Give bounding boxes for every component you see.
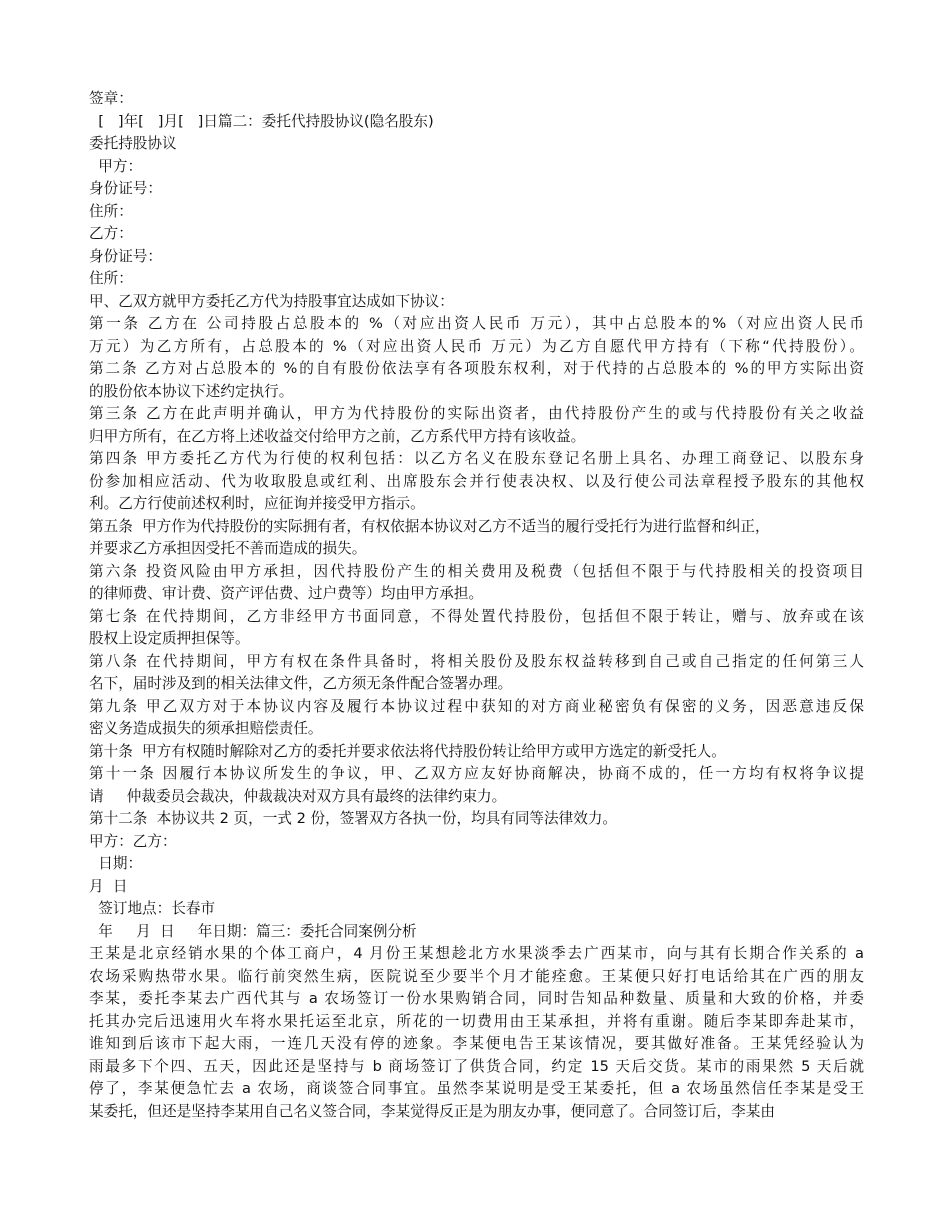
text-line: 身份证号： xyxy=(89,247,162,265)
text-line: 乙方： xyxy=(89,225,133,242)
text-line: 份参加相应活动、代为收取股息或红利、出席股东会并行使表决权、以及行使公司法章程授予股东的其他权 xyxy=(89,472,864,490)
text-line: 的股份依本协议下述约定执行。 xyxy=(89,382,294,400)
text-line: [ ]年[ ]月[ ]日篇二：委托代持股协议(隐名股东) xyxy=(89,112,434,130)
text-line: 签订地点：长春市 xyxy=(89,900,216,917)
text-line: 签章： xyxy=(89,90,133,107)
text-line: 请 仲裁委员会裁决，仲裁裁决对双方具有最终的法律约束力。 xyxy=(89,787,507,805)
text-line: 第九条 甲乙双方对于本协议内容及履行本协议过程中获知的对方商业秘密负有保密的义务，因恶意违反保 xyxy=(89,697,864,715)
text-line: 第五条 甲方作为代持股份的实际拥有者，有权依据本协议对乙方不适当的履行受托行为进行监督和纠正， xyxy=(89,517,770,535)
text-line: 甲方：乙方： xyxy=(89,832,177,850)
text-line: 利。乙方行使前述权利时，应征询并接受甲方指示。 xyxy=(89,495,425,512)
text-line: 农场采购热带水果。临行前突然生病，医院说至少要半个月才能痊愈。王某便只好打电话给其在广西的朋友 xyxy=(89,967,864,985)
text-line: 王某是北京经销水果的个体工商户，4 月份王某想趁北方水果淡季去广西某市，向与其有长期合作关系的 a xyxy=(89,945,864,962)
text-line: 第七条 在代持期间，乙方非经甲方书面同意，不得处置代持股份，包括但不限于转让，赠与、放弃或在该 xyxy=(89,607,864,625)
text-line: 股权上设定质押担保等。 xyxy=(89,630,250,647)
text-line: 第四条 甲方委托乙方代为行使的权利包括：以乙方名义在股东登记名册上具名、办理工商登记、以股东身 xyxy=(89,450,864,467)
text-line: 日期： xyxy=(89,855,143,872)
text-line: 并要求乙方承担因受托不善而造成的损失。 xyxy=(89,540,367,557)
text-line: 的律师费、审计费、资产评估费、过户费等）均由甲方承担。 xyxy=(89,585,484,602)
text-line: 委托持股协议 xyxy=(89,135,177,152)
text-line: 住所： xyxy=(89,202,133,220)
text-line: 托其办完后迅速用火车将水果托运至北京，所花的一切费用由王某承担，并将有重谢。随后李某即奔赴某市， xyxy=(89,1012,864,1030)
text-line: 李某，委托李某去广西代其与 a 农场签订一份水果购销合同，同时告知品种数量、质量和大致的价格，并委 xyxy=(89,990,864,1007)
text-line: 某委托，但还是坚持李某用自己名义签合同，李某觉得反正是为朋友办事，便同意了。合同签订后，李某由 xyxy=(89,1102,775,1120)
text-line: 第十条 甲方有权随时解除对乙方的委托并要求依法将代持股份转让给甲方或甲方选定的新受托人。 xyxy=(89,742,726,760)
text-line: 第八条 在代持期间，甲方有权在条件具备时，将相关股份及股东权益转移到自己或自己指定的任何第三人 xyxy=(89,652,864,670)
text-line: 第二条 乙方对占总股本的 %的自有股份依法享有各项股东权利，对于代持的占总股本的 %的甲方实际出资 xyxy=(89,360,864,377)
text-line: 第一条 乙方在 公司持股占总股本的 %（对应出资人民币 万元），其中占总股本的%（对应出资人民币 xyxy=(89,315,864,332)
text-line: 名下，届时涉及到的相关法律文件，乙方须无条件配合签署办理。 xyxy=(89,675,513,692)
text-line: 密义务造成损失的须承担赔偿责任。 xyxy=(89,720,323,737)
text-line: 第十一条 因履行本协议所发生的争议，甲、乙双方应友好协商解决，协商不成的，任一方均有权将争议提 xyxy=(89,765,864,782)
text-line: 归甲方所有，在乙方将上述收益交付给甲方之前，乙方系代甲方持有该收益。 xyxy=(89,427,586,445)
text-line: 甲方： xyxy=(89,157,143,175)
document-page xyxy=(89,88,864,1123)
text-line: 月 日 xyxy=(89,877,128,895)
text-line: 停了，李某便急忙去 a 农场，商谈签合同事宜。虽然李某说明是受王某委托，但 a 农场虽然信任李某是受王 xyxy=(89,1080,864,1097)
text-line: 第三条 乙方在此声明并确认，甲方为代持股份的实际出资者，由代持股份产生的或与代持股份有关之收益 xyxy=(89,405,864,422)
text-line: 万元）为乙方所有，占总股本的 %（对应出资人民币 万元）为乙方自愿代甲方持有（下称“代持股份）。 xyxy=(89,337,864,355)
text-line: 谁知到后该市下起大雨，一连几天没有停的迹象。李某便电告王某该情况，要其做好准备。王某凭经验认为 xyxy=(89,1035,864,1052)
text-line: 第六条 投资风险由甲方承担，因代持股份产生的相关费用及税费（包括但不限于与代持股相关的投资项目 xyxy=(89,562,864,580)
text-line: 第十二条 本协议共 2 页，一式 2 份，签署双方各执一份，均具有同等法律效力。 xyxy=(89,810,618,827)
text-line: 年 月 日 年日期：篇三：委托合同案例分析 xyxy=(89,922,417,940)
text-line: 住所： xyxy=(89,270,133,287)
text-line: 甲、乙双方就甲方委托乙方代为持股事宜达成如下协议： xyxy=(89,292,454,310)
text-line: 身份证号： xyxy=(89,180,162,197)
text-line: 雨最多下个四、五天，因此还是坚持与 b 商场签订了供货合同，约定 15 天后交货。某市的雨果然 5 天后就 xyxy=(89,1057,864,1075)
